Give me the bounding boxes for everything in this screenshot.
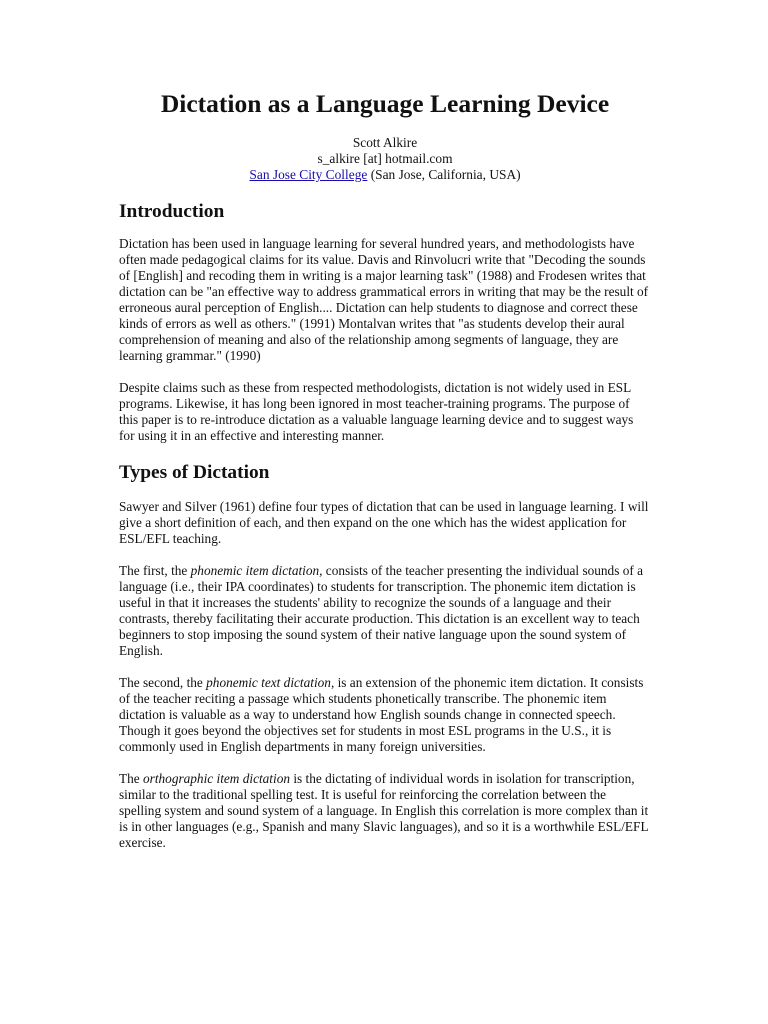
- page-title: Dictation as a Language Learning Device: [160, 89, 610, 118]
- italic-term: phonemic item dictation,: [190, 563, 323, 578]
- affiliation: [119, 167, 651, 183]
- paragraph: Despite claims such as these from respected methodologists, dictation is not widely used in ESL programs. Likewise, it has long been ignored in most teacher-training programs. The purpose of this paper is to re-introduce dictation as a valuable language learning device and to suggest ways for using it in an effective and interesting manner.: [119, 380, 634, 443]
- paragraph-lead: The: [119, 771, 143, 786]
- paragraph: Sawyer and Silver (1961) define four types of dictation that can be used in language learning. I will give a short definition of each, and then expand on the one which has the widest application for ESL/EFL teaching.: [119, 499, 649, 546]
- paragraph: [119, 675, 651, 755]
- italic-term: phonemic text dictation: [206, 675, 331, 690]
- italic-term: orthographic item dictation: [143, 771, 290, 786]
- paragraph: Dictation has been used in language learning for several hundred years, and methodologists have often made pedagogical claims for its value. Davis and Rinvolucri write that "Decoding the sounds of [English] and recoding them in writing is a major learning task" (1988) and Frodesen writes that dictation can be "an effective way to address grammatical errors in writing that may be the result of erroneous aural perception of English.... Dictation can help students to diagnose and correct these kinds of errors as well as others." (1991) Montalvan writes that "as students develop their aural comprehension of meaning and also of the relationship among segments of language, they are learning grammar." (1990): [119, 236, 649, 363]
- paragraph-lead: The second, the: [119, 675, 207, 690]
- paragraph: [119, 771, 651, 851]
- paragraph-lead: The first, the: [119, 563, 191, 578]
- paragraph-text: consists of the teacher presenting the individual sounds of a language (i.e., their IPA coordinates) to students for transcription. The phonemic item dictation is useful in that it increases the students' ability to recognize the sounds of a language and their contrasts, thereby facilitating their accurate production. This dictation is an excellent way to teach beginners to stop imposing the sound system of their native language upon the sound system of English.: [119, 563, 644, 658]
- affiliation-location: (San Jose, California, USA): [367, 167, 521, 182]
- paragraph: [119, 563, 651, 659]
- section-heading-types-of-dictation: Types of Dictation: [119, 462, 270, 483]
- section-heading-introduction: Introduction: [119, 201, 225, 222]
- document-page: [119, 88, 651, 851]
- author-name: Scott Alkire: [352, 135, 418, 150]
- paragraph-text: is the dictating of individual words in isolation for transcription, similar to the traditional spelling test. It is useful for reinforcing the correlation between the spelling system and sound system of a language. In English this correlation is more complex than it is in other languages (e.g., Spanish and many Slavic languages), and so it is a worthwhile ESL/EFL exercise.: [119, 771, 649, 850]
- affiliation-link[interactable]: San Jose City College: [249, 167, 368, 182]
- byline: [119, 135, 651, 183]
- paragraph-text: , is an extension of the phonemic item dictation. It consists of the teacher reciting a passage which students phonetically transcribe. The phonemic item dictation is valuable as a way to understand how English sounds change in connected speech. Though it goes beyond the objectives set for students in most ESL programs in the U.S., it is commonly used in English departments in many foreign universities.: [119, 675, 644, 754]
- author-email: s_alkire [at] hotmail.com: [317, 151, 453, 166]
